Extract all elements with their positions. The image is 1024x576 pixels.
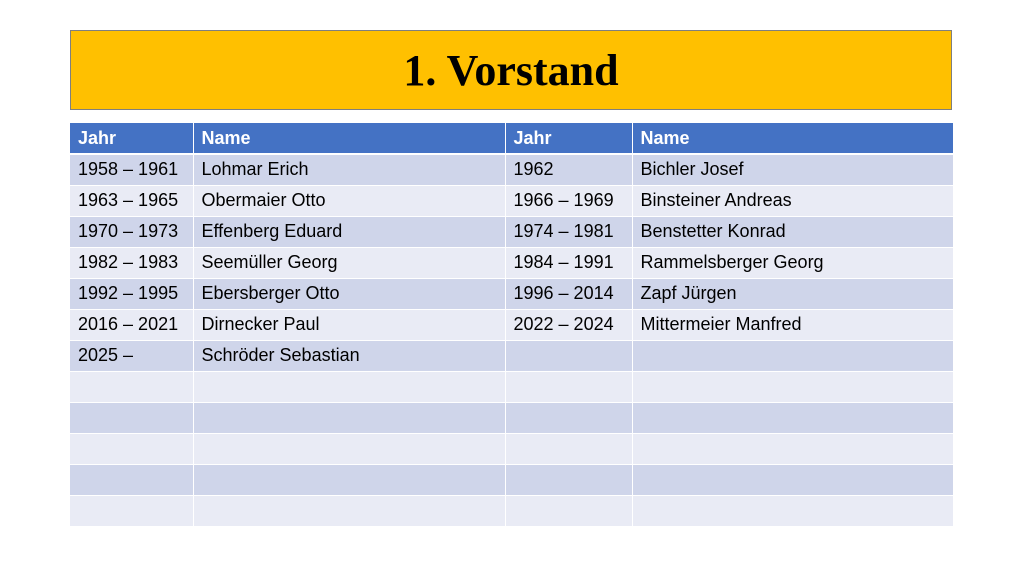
header-name-left: Name <box>193 123 505 154</box>
cell-name <box>193 495 505 526</box>
table-row <box>70 433 953 464</box>
cell-name <box>632 495 953 526</box>
cell-name <box>632 464 953 495</box>
table-header-row <box>70 123 953 154</box>
cell-year: 2016 – 2021 <box>70 309 193 340</box>
cell-year <box>70 433 193 464</box>
cell-year: 1974 – 1981 <box>505 216 632 247</box>
cell-year <box>70 464 193 495</box>
cell-year <box>70 402 193 433</box>
cell-name: Schröder Sebastian <box>193 340 505 371</box>
cell-name: Seemüller Georg <box>193 247 505 278</box>
cell-year <box>505 340 632 371</box>
table-row <box>70 402 953 433</box>
cell-year <box>70 371 193 402</box>
header-year-right: Jahr <box>505 123 632 154</box>
cell-year <box>70 495 193 526</box>
cell-year: 1962 <box>505 154 632 185</box>
cell-year: 1982 – 1983 <box>70 247 193 278</box>
cell-year: 1963 – 1965 <box>70 185 193 216</box>
table-row <box>70 247 953 278</box>
cell-name <box>193 464 505 495</box>
cell-name: Zapf Jürgen <box>632 278 953 309</box>
cell-name <box>193 402 505 433</box>
title-banner <box>70 30 952 110</box>
table-row <box>70 309 953 340</box>
cell-name: Bichler Josef <box>632 154 953 185</box>
cell-year: 2025 – <box>70 340 193 371</box>
table-row <box>70 185 953 216</box>
cell-name: Mittermeier Manfred <box>632 309 953 340</box>
cell-year <box>505 371 632 402</box>
cell-name <box>632 340 953 371</box>
cell-year: 2022 – 2024 <box>505 309 632 340</box>
cell-name: Rammelsberger Georg <box>632 247 953 278</box>
cell-name: Effenberg Eduard <box>193 216 505 247</box>
cell-year: 1992 – 1995 <box>70 278 193 309</box>
board-members-table <box>70 123 953 527</box>
cell-name <box>632 433 953 464</box>
cell-year: 1958 – 1961 <box>70 154 193 185</box>
cell-name <box>193 371 505 402</box>
cell-name <box>632 371 953 402</box>
slide-title: 1. Vorstand <box>403 45 619 95</box>
cell-name: Binsteiner Andreas <box>632 185 953 216</box>
cell-year: 1984 – 1991 <box>505 247 632 278</box>
cell-name: Lohmar Erich <box>193 154 505 185</box>
table-row <box>70 495 953 526</box>
cell-year <box>505 464 632 495</box>
cell-year: 1966 – 1969 <box>505 185 632 216</box>
cell-year: 1970 – 1973 <box>70 216 193 247</box>
table-row <box>70 340 953 371</box>
table-row <box>70 216 953 247</box>
cell-name: Dirnecker Paul <box>193 309 505 340</box>
cell-name <box>193 433 505 464</box>
cell-year <box>505 433 632 464</box>
table-row <box>70 154 953 185</box>
table-row <box>70 278 953 309</box>
table-row <box>70 371 953 402</box>
header-year-left: Jahr <box>70 123 193 154</box>
cell-year <box>505 495 632 526</box>
cell-year <box>505 402 632 433</box>
table-row <box>70 464 953 495</box>
cell-name: Benstetter Konrad <box>632 216 953 247</box>
cell-name <box>632 402 953 433</box>
header-name-right: Name <box>632 123 953 154</box>
cell-year: 1996 – 2014 <box>505 278 632 309</box>
cell-name: Ebersberger Otto <box>193 278 505 309</box>
cell-name: Obermaier Otto <box>193 185 505 216</box>
